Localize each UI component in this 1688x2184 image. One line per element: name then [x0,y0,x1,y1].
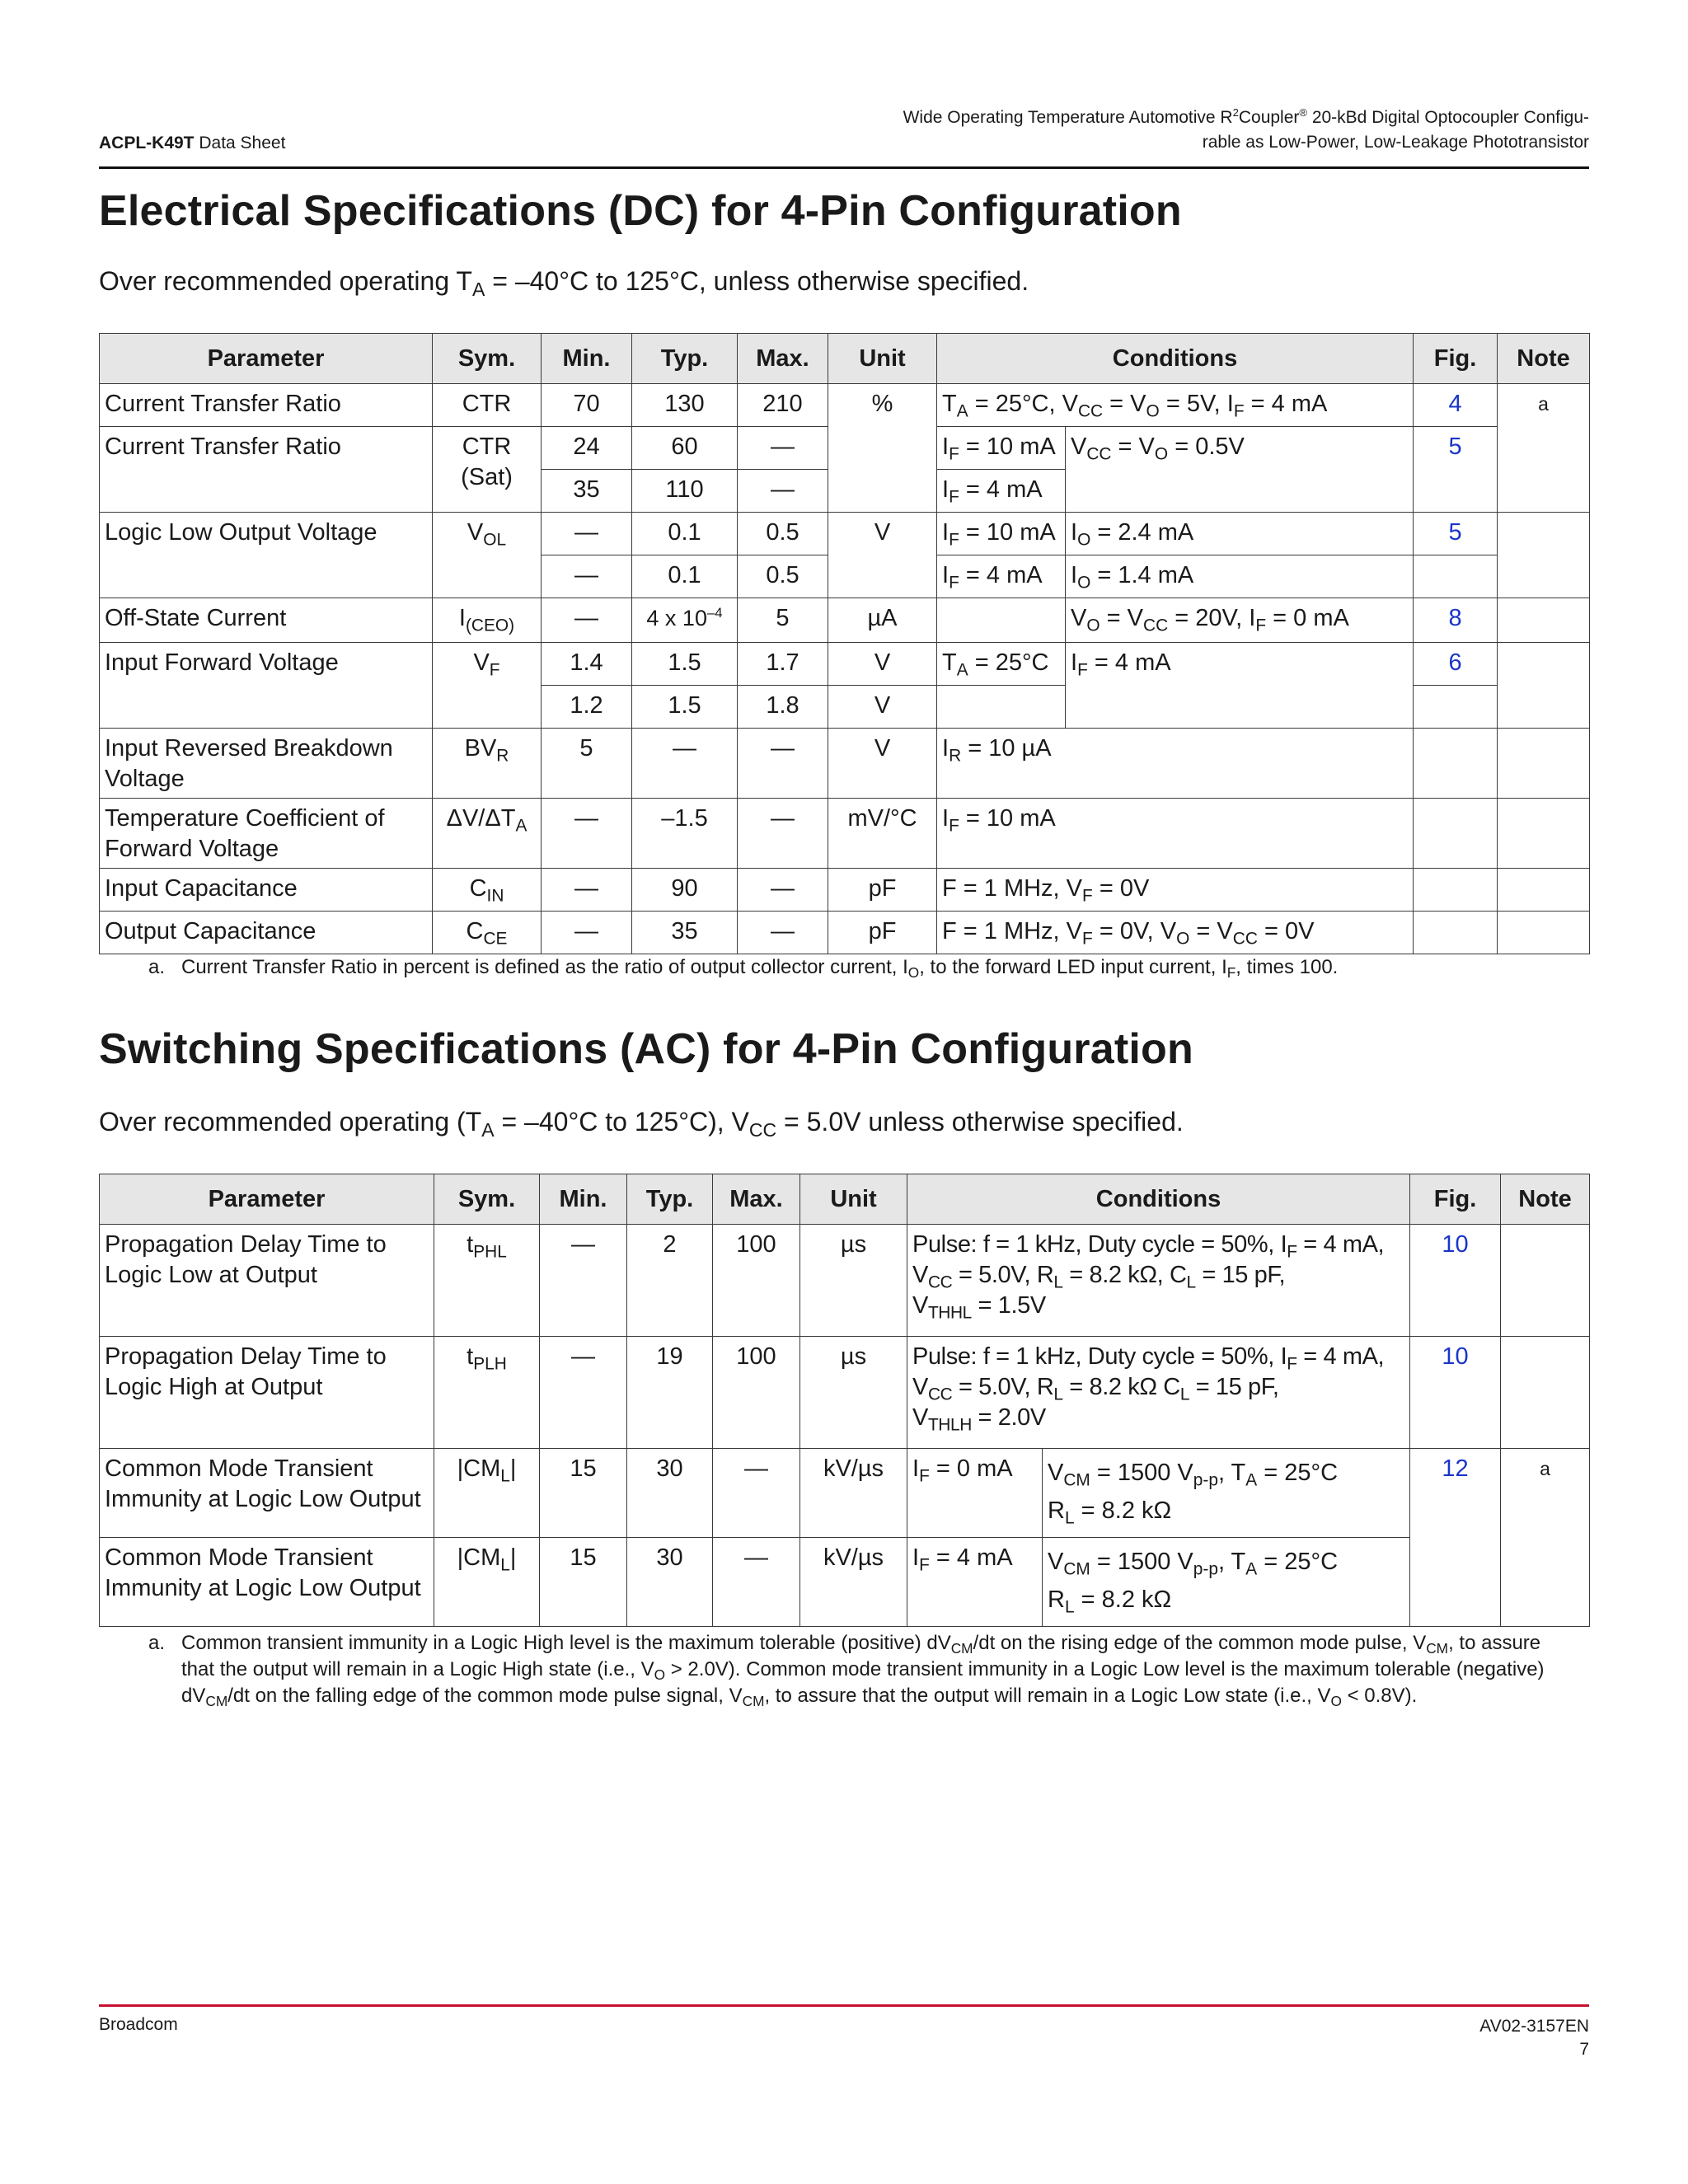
ac-heading: Switching Specifications (AC) for 4-Pin Configuration [99,1025,1193,1073]
table-row: — 0.1 0.5 $I_F = 4$ mA $I_O = 1.4$ mA [100,555,1590,598]
header-rule [99,166,1589,169]
table-row: Output Capacitance $C_{CE}$ — 35 — pF F = 1 MHz, $V_F = 0V$, $V_O = V_{CC} = 0V$ [100,912,1590,954]
dc-intro: Over recommended operating $T_A = -40^\circ C$ to 125°C, unless otherwise specified. [99,266,1029,300]
col-parameter: Parameter [100,1174,434,1225]
table-row: 1.2 1.5 1.8 V [100,686,1590,729]
col-conditions: Conditions [907,1174,1410,1225]
table-row: Current Transfer Ratio CTR (Sat) 24 60 — $I_F = 10$ mA $V_{CC} = V_O = 0.5V$ 5 [100,427,1590,470]
col-min: Min. [542,334,632,384]
footer-company: Broadcom [99,2015,178,2034]
table-row: 35 110 — $I_F = 4$ mA [100,470,1590,513]
figure-link[interactable]: 5 [1414,427,1498,513]
table-row: Input Capacitance $C_{IN}$ — 90 — pF F = 1 MHz, $V_F = 0V$ [100,869,1590,912]
col-unit: Unit [800,1174,907,1225]
col-typ: Typ. [627,1174,713,1225]
dc-spec-table [99,333,1590,954]
table-row: Input Reversed Breakdown Voltage $BV_R$ 5 — — V $I_R = 10$ µA [100,729,1590,799]
col-sym: Sym. [434,1174,540,1225]
figure-link[interactable]: 6 [1414,643,1498,686]
page-number: 7 [1579,2040,1589,2059]
ac-spec-table [99,1174,1590,1627]
col-max: Max. [713,1174,800,1225]
col-unit: Unit [828,334,937,384]
footer-doc-number: AV02-3157EN [1479,2017,1589,2036]
datasheet-page: ACPL-K49T Data Sheet Wide Operating Temperature Automotive $R^2Coupler®$ 20-kBd Digital Optocoupler Configu- rable as Low-Power, Low-Leakage Phototransistor Electrical Specifications (DC) for 4-Pin Configuration Over recommended operating $T_A = -40^\circ C$ to 125°C, unless otherwise specified. Parameter Sym. Min. Typ. Max. Unit Conditions Fig. Note Current Transfer Ratio CTR 70 130 210 % $T_A = 25^\circ C$, $V_{CC} = V_O = 5V$, $I_F = 4$ mA 4 a Current Transfer Ratio CTR (Sat) 24 60 — $I_F = 10$ mA $V_{CC} = V_O = 0.5V$ 5 35 110 — $I_F = 4$ mA Logic Low Output Voltage $V_{OL}$ — 0.1 0.5 V $I_F = 10$ mA $I_O = 2.4$ mA 5 — 0.1 0.5 $I_F = 4$ mA $I_O = 1.4$ mA Off-State Current $I_{(CEO)}$ — 4 x $10^{-4}$ 5 µA $V_O = V_{CC} = 20V$, $I_F = 0$ mA 8 Input Forward Voltage $V_F$ 1.4 1.5 1.7 V $T_A = 25^\circ C$ $I_F = 4$ mA 6 1.2 1.5 1.8 V Input Reversed Breakdown Voltage $BV_R$ 5 — — V $I_R = 10$ µA Temperature Coefficient of Forward Voltage $\Delta V/\Delta T_A$ — –1.5 — mV/°C $I_F = 10$ mA Input Capacitance $C_{IN}$ — 90 — pF F = 1 MHz, $V_F = 0V$ Output Capacitance $C_{CE}$ — 35 — pF F = 1 MHz, $V_F = 0V$, $V_O = V_{CC} = 0V$ a. Current Transfer Ratio in percent is defined as the ratio of output collector current, $I_O$, to the forward LED input current, $I_F$, times 100. Switching Specifications (AC) for 4-Pin Configuration Over recommended operating ($T_A = -40^\circ C$ to 125°C), $V_{CC} = 5.0V$ unless otherwise specified. Parameter Sym. Min. Typ. Max. Unit Conditions Fig. Note Propagation Delay Time to Logic Low at Output $t_{PHL}$ — 2 100 µs Pulse: f = 1 kHz, Duty cycle = 50%, $I_F = 4$ mA, $V_{CC} = 5.0V$, $R_L = 8.2$ kΩ, $C_L = 15$ pF, $V_{THHL} = 1.5V$ 10 Propagation Delay Time to Logic High at Output $t_{PLH}$ — 19 100 µs Pulse: f = 1 kHz, Duty cycle = 50%, $I_F = 4$ mA, $V_{CC} = 5.0V$, $R_L = 8.2$ kΩ $C_L = 15$ pF, $V_{THLH} = 2.0V$ 10 Common Mode Transient Immunity at Logic Low Output $|CM_L|$ 15 30 — kV/µs $I_F = 0$ mA $V_{CM} = 1500$ $V_{p-p}$, $T_A = 25^\circ C$ $R_L = 8.2$ kΩ 12 a Common Mode Transient Immunity at Logic Low Output $|CM_L|$ 15 30 — kV/µs $I_F = 4$ mA $V_{CM} = 1500$ $V_{p-p}$, $T_A = 25^\circ C$ $R_L = 8.2$ kΩ a. Common transient immunity in a Logic High level is the maximum tolerable (positive) $dV_{CM}/dt$ on the rising edge of the common mode pulse, $V_{CM}$, to assure that the output will remain in a Logic High state (i.e., $V_O > 2.0V$). Common mode transient immunity in a Logic Low level is the maximum tolerable (negative) $dV_{CM}/dt$ on the falling edge of the common mode pulse signal, $V_{CM}$, to assure that the output will remain in a Logic Low state (i.e., $V_O < 0.8V$). Broadcom AV02-3157EN 7 [0,0,1688,2184]
col-fig: Fig. [1410,1174,1501,1225]
figure-link[interactable]: 5 [1414,513,1498,555]
table-row: Common Mode Transient Immunity at Logic Low Output $|CM_L|$ 15 30 — kV/µs $I_F = 4$ mA $V_{CM} = 1500$ $V_{p-p}$, $T_A = 25^\circ C$ $R_L = 8.2$ kΩ [100,1538,1590,1627]
ac-intro: Over recommended operating ($T_A = -40^\circ C$ to 125°C), $V_{CC} = 5.0V$ unless otherwise specified. [99,1107,1184,1141]
table-row: Input Forward Voltage $V_F$ 1.4 1.5 1.7 V $T_A = 25^\circ C$ $I_F = 4$ mA 6 [100,643,1590,686]
table-row: Off-State Current $I_{(CEO)}$ — 4 x $10^{-4}$ 5 µA $V_O = V_{CC} = 20V$, $I_F = 0$ mA 8 [100,598,1590,643]
figure-link[interactable]: 10 [1410,1225,1501,1337]
figure-link[interactable]: 12 [1410,1449,1501,1627]
table-row: Propagation Delay Time to Logic High at Output $t_{PLH}$ — 19 100 µs Pulse: f = 1 kHz, Duty cycle = 50%, $I_F = 4$ mA, $V_{CC} = 5.0V$, $R_L = 8.2$ kΩ $C_L = 15$ pF, $V_{THLH} = 2.0V$ 10 [100,1337,1590,1449]
col-conditions: Conditions [937,334,1414,384]
figure-link[interactable]: 8 [1414,598,1498,643]
dc-heading: Electrical Specifications (DC) for 4-Pin Configuration [99,187,1182,235]
ac-header-row [100,1174,1590,1225]
col-max: Max. [738,334,828,384]
figure-link[interactable]: 10 [1410,1337,1501,1449]
footer-doc-info [1479,2015,1589,2061]
figure-link[interactable]: 4 [1414,384,1498,427]
table-row: Current Transfer Ratio CTR 70 130 210 % $T_A = 25^\circ C$, $V_{CC} = V_O = 5V$, $I_F = 4$ mA 4 a [100,384,1590,427]
col-typ: Typ. [632,334,738,384]
table-row: Temperature Coefficient of Forward Voltage $\Delta V/\Delta T_A$ — –1.5 — mV/°C $I_F = 10$ mA [100,799,1590,869]
col-parameter: Parameter [100,334,433,384]
dc-header-row [100,334,1590,384]
table-row: Propagation Delay Time to Logic Low at Output $t_{PHL}$ — 2 100 µs Pulse: f = 1 kHz, Duty cycle = 50%, $I_F = 4$ mA, $V_{CC} = 5.0V$, $R_L = 8.2$ kΩ, $C_L = 15$ pF, $V_{THHL} = 1.5V$ 10 [100,1225,1590,1337]
col-min: Min. [540,1174,627,1225]
col-note: Note [1501,1174,1590,1225]
table-row: Logic Low Output Voltage $V_{OL}$ — 0.1 0.5 V $I_F = 10$ mA $I_O = 2.4$ mA 5 [100,513,1590,555]
col-fig: Fig. [1414,334,1498,384]
table-row: Common Mode Transient Immunity at Logic Low Output $|CM_L|$ 15 30 — kV/µs $I_F = 0$ mA $V_{CM} = 1500$ $V_{p-p}$, $T_A = 25^\circ C$ $R_L = 8.2$ kΩ 12 a [100,1449,1590,1538]
col-sym: Sym. [433,334,542,384]
header-doc-id: ACPL-K49T Data Sheet [99,134,286,152]
col-note: Note [1498,334,1590,384]
footer-rule [99,2004,1589,2007]
header-title: Wide Operating Temperature Automotive $R^2Coupler®$ 20-kBd Digital Optocoupler Configu- rable as Low-Power, Low-Leakage Phototransistor [903,106,1589,152]
